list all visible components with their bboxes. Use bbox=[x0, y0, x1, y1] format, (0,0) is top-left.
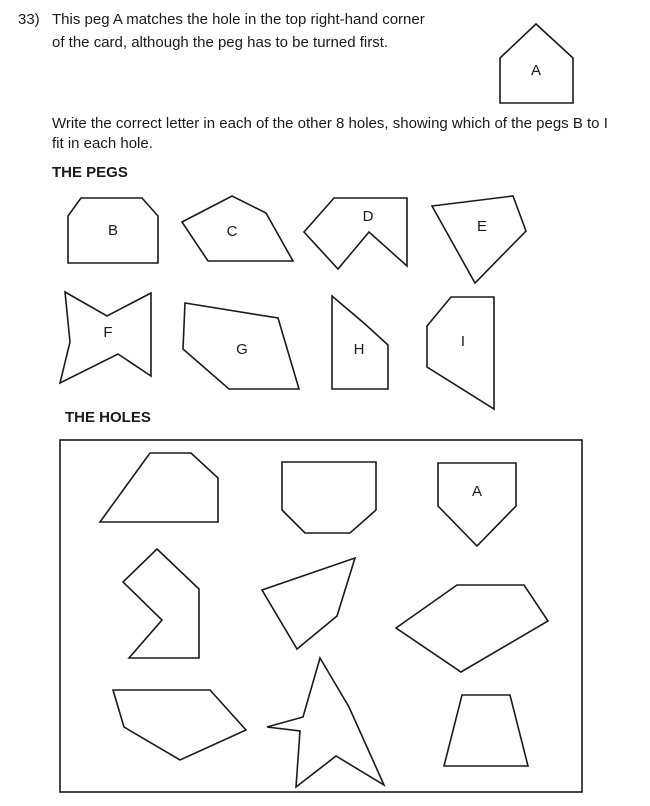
hole-3-a-shape[interactable] bbox=[438, 463, 516, 546]
hole-9[interactable] bbox=[444, 695, 528, 766]
hole-8[interactable] bbox=[267, 658, 384, 787]
instruction-line-2: fit in each hole. bbox=[52, 135, 153, 152]
peg-d-label: D bbox=[362, 207, 374, 225]
peg-f-label: F bbox=[103, 323, 113, 341]
example-peg-a bbox=[500, 24, 573, 103]
hole-7[interactable] bbox=[113, 690, 246, 760]
instruction-line-1: Write the correct letter in each of the other 8 holes, showing which of the pegs B to I bbox=[52, 115, 608, 132]
question-text-line-1: This peg A matches the hole in the top right-hand corner bbox=[52, 11, 425, 28]
peg-e bbox=[432, 196, 526, 283]
example-peg-a-label: A bbox=[530, 61, 542, 79]
hole-2[interactable] bbox=[282, 462, 376, 533]
peg-i bbox=[427, 297, 494, 409]
peg-f bbox=[60, 292, 151, 383]
peg-b bbox=[68, 198, 158, 263]
hole-4[interactable] bbox=[123, 549, 199, 658]
peg-e-shape bbox=[432, 196, 526, 283]
holes-heading: THE HOLES bbox=[65, 409, 151, 426]
peg-g bbox=[183, 303, 299, 389]
peg-c bbox=[182, 196, 293, 261]
peg-b-label: B bbox=[107, 221, 119, 239]
hole-6[interactable] bbox=[396, 585, 548, 672]
peg-c-label: C bbox=[226, 222, 238, 240]
peg-h-label: H bbox=[353, 340, 365, 358]
peg-e-label: E bbox=[476, 217, 488, 235]
hole-5[interactable] bbox=[262, 558, 355, 649]
question-text-line-2: of the card, although the peg has to be turned first. bbox=[52, 34, 389, 51]
hole-3-a[interactable] bbox=[438, 463, 516, 546]
peg-d bbox=[304, 198, 407, 269]
peg-i-shape bbox=[427, 297, 494, 409]
peg-g-label: G bbox=[236, 340, 248, 358]
peg-c-shape bbox=[182, 196, 293, 261]
peg-d-shape bbox=[304, 198, 407, 269]
peg-h bbox=[332, 296, 388, 389]
peg-i-label: I bbox=[460, 332, 466, 350]
question-number: 33) bbox=[18, 11, 40, 28]
hole-3-a-label: A bbox=[471, 482, 483, 500]
pegs-heading: THE PEGS bbox=[52, 164, 128, 181]
hole-1[interactable] bbox=[100, 453, 218, 522]
